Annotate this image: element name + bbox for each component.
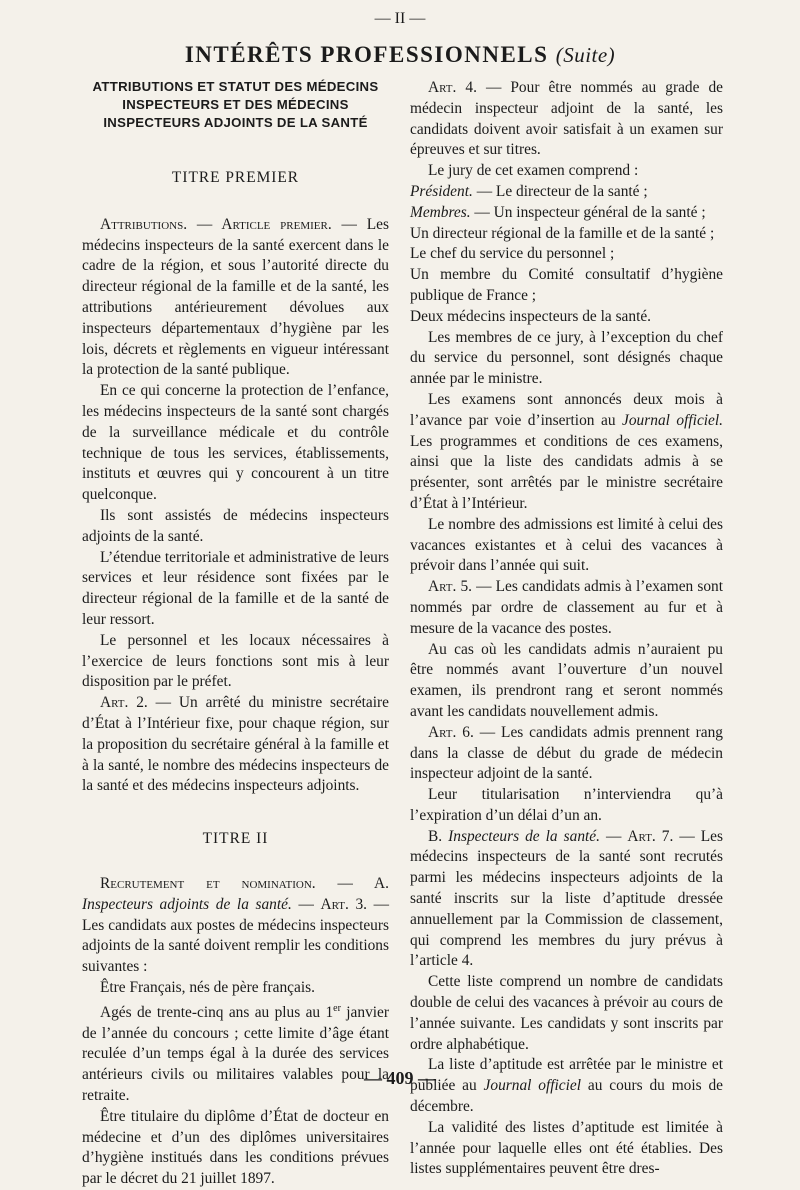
folio-bottom: — 409 — [364, 1068, 436, 1088]
paragraph-membres [410, 203, 723, 224]
paragraph-validite: La validité des listes d’aptitude est limitée à l’année pour laquelle elles ont été établies. Des listes supplémentaires peuvent être dres- [410, 1118, 723, 1178]
paragraph-diplome: Être titulaire du diplôme d’État de docteur en médecine et d’un des diplômes universitaires d’hygiène institués dans les conditions prévues par le décret du 21 juillet 1897. [82, 1107, 389, 1188]
age-text-a: Agés de trente-cinq ans au plus au 1 [100, 1003, 334, 1021]
age-text-b: janvier de l’année du concours ; cette limite d’âge étant reculée d’un temps égal à la durée des services antérieurs civils ou militaires valables pour la retraite. [82, 1003, 390, 1104]
header-suite: (Suite) [555, 43, 616, 67]
paragraph-article-4 [410, 78, 723, 161]
paragraph-article-2 [82, 693, 389, 797]
paragraph-article-6 [410, 723, 723, 785]
journal-officiel-1: Journal officiel. [622, 411, 724, 429]
recrutement-lead: Recrutement et nomination. [100, 874, 316, 892]
article-7-text: — Les médecins inspecteurs de la santé sont recrutés parmi les médecins inspecteurs adjoints de la santé inscrits sur la liste d’aptitude dressée annuellement par la Commission de classement, qui comprend les membres du jury prévus à l’article 4. [410, 827, 723, 970]
article-5-lead: Art. 5. [428, 578, 473, 596]
membres-label: Membres. [410, 203, 471, 221]
recrutement-sep: — A. [315, 874, 389, 892]
liste-text-a: La liste d’aptitude est arrêtée par le ministre et publiée au [410, 1056, 723, 1095]
article-6-lead: Art. 6. [428, 723, 474, 741]
paragraph-president [410, 182, 723, 203]
paragraph-francais: Être Français, nés de père français. [100, 978, 315, 996]
paragraph-deux-medecins: Deux médecins inspecteurs de la santé. [410, 307, 652, 325]
section-b-sep: — [599, 827, 628, 845]
paragraph-enfance: En ce qui concerne la protection de l’enfance, les médecins inspecteurs de la santé sont chargés de la surveillance médicale et du contrôle technique de tous les services, établissements, instituts et œuvres qui y concourent à un titre quelconque. [82, 382, 389, 504]
age-sup: er [333, 1002, 341, 1014]
paragraph-directeur-regional: Un directeur régional de la famille et de la santé ; [410, 224, 715, 242]
membres-text: — Un inspecteur général de la santé ; [470, 203, 706, 221]
article-1-lead: Attributions. — Article premier. [100, 215, 332, 233]
examens-text-b: Les programmes et conditions de ces examens, ainsi que la liste des candidats admis à se présenter, sont arrêtés par le ministre secrétaire d’État à l’Intérieur. [410, 432, 723, 512]
paragraph-membres-jury: Les membres de ce jury, à l’exception du chef du service du personnel, sont désignés chaque année par le ministre. [410, 328, 723, 388]
journal-officiel-2: Journal officiel [483, 1077, 582, 1095]
paragraph-article-5 [410, 577, 723, 639]
article-title: ATTRIBUTIONS ET STATUT DES MÉDECINS INSPECTEURS ET DES MÉDECINS INSPECTEURS ADJOINTS DE LA SANTÉ [92, 79, 379, 130]
right-column [410, 78, 723, 1180]
examens-text-a: Les examens sont annoncés deux mois à l’avance par voie d’insertion au [410, 390, 723, 429]
header-title: INTÉRÊTS PROFESSIONNELS [184, 42, 549, 67]
paragraph-liste: Cette liste comprend un nombre de candidats double de celui des vacances à prévoir au cours de l’année suivante. Les candidats y sont inscrits par ordre alphabétique. [410, 973, 723, 1053]
article-3-lead: Art. 3. [320, 895, 367, 913]
folio-top: — II — [374, 10, 426, 27]
paragraph-article-1 [82, 215, 389, 381]
article-4-lead: Art. 4. [428, 79, 477, 96]
president-text: — Le directeur de la santé ; [472, 182, 648, 200]
inspecteurs-sante-heading: Inspecteurs de la santé. [448, 827, 600, 845]
article-4-text: — Pour être nommés au grade de médecin inspecteur adjoint de la santé, les candidats doivent avoir satisfait à un examen sur épreuves et sur titres. [410, 79, 724, 159]
paragraph-examens [410, 390, 723, 515]
titre-premier: TITRE PREMIER [171, 169, 300, 186]
titre-ii: TITRE II [202, 830, 269, 848]
paragraph-jury: Le jury de cet examen comprend : [428, 162, 639, 180]
article-1-text: — Les médecins inspecteurs de la santé exercent dans le cadre de la région, et sous l’autorité directe du directeur régional de la famille et de la santé, les attributions antérieurement dévolues aux inspecteurs départementaux d’hygiène par les lois, décrets et règlements en vigueur intéressant la protection de la santé publique. [82, 215, 390, 379]
paragraph-article-7 [410, 827, 723, 973]
paragraph-assistes: Ils sont assistés de médecins inspecteurs adjoints de la santé. [82, 506, 389, 545]
liste-text-b: au cours du mois de décembre. [410, 1077, 724, 1116]
president-label: Président. [410, 182, 473, 200]
page-header [0, 42, 800, 68]
article-2-lead: Art. 2. [100, 694, 148, 712]
paragraph-au-cas: Au cas où les candidats admis n’auraient pu être nommés avant l’ouverture d’un nouvel examen, ils prendront rang et seront nommés avant les candidats nouvellement admis. [410, 640, 723, 720]
article-3-text: — Les candidats aux postes de médecins inspecteurs adjoints de la santé doivent remplir les conditions suivantes : [82, 895, 389, 976]
inspecteurs-adjoints-heading: Inspecteurs adjoints de la santé. [82, 895, 292, 913]
paragraph-personnel: Le personnel et les locaux nécessaires à l’exercice de leurs fonctions sont mis à leur disposition par le préfet. [82, 631, 389, 691]
paragraph-admissions: Le nombre des admissions est limité à celui des vacances existantes et à celui des vacances à prévoir dans l’année qui suit. [410, 515, 723, 575]
paragraph-titularisation: Leur titularisation n’interviendra qu’à l’expiration d’un délai d’un an. [410, 786, 723, 824]
paragraph-age [82, 999, 389, 1107]
article-6-text: — Les candidats admis prennent rang dans la classe de début du grade de médecin inspecteur adjoint de la santé. [410, 723, 724, 783]
article-7-lead: Art. 7. [627, 827, 674, 845]
article-5-text: — Les candidats admis à l’examen sont nommés par ordre de classement au fur et à mesure de la vacance des postes. [410, 578, 723, 637]
paragraph-etendue: L’étendue territoriale et administrative de leurs services et leur résidence sont fixées par le directeur régional de la famille et de la santé de leur ressort. [82, 548, 389, 628]
recrutement-sep-2: — [291, 895, 321, 913]
section-b-label: B. [428, 827, 449, 845]
left-column [82, 78, 389, 1190]
paragraph-article-3 [82, 874, 389, 978]
paragraph-chef-service: Le chef du service du personnel ; [410, 245, 615, 263]
article-2-text: — Un arrêté du ministre secrétaire d’État à l’Intérieur fixe, pour chaque région, sur la proposition du secrétaire général à la famille et à la santé, le nombre des médecins inspecteurs de la santé et des médecins inspecteurs adjoints. [82, 694, 389, 795]
paragraph-comite: Un membre du Comité consultatif d’hygiène publique de France ; [410, 266, 723, 304]
